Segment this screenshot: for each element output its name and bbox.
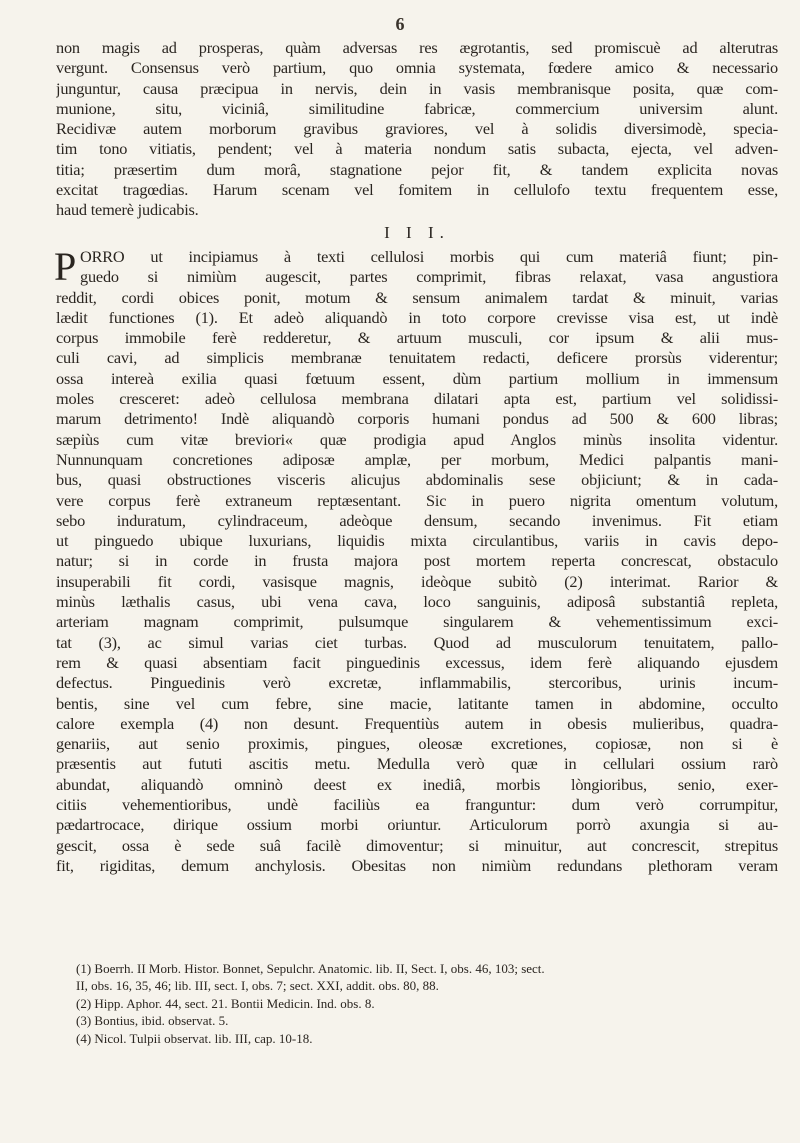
text-line: natur; si in corde in frusta majora post mortem reperta concrescat, obstaculo: [56, 551, 778, 571]
footnotes: [76, 960, 776, 1047]
text-line: excitat tragœdias. Harum scenam vel fomitem in cellulofo textu frequentem esse,: [56, 180, 778, 200]
footnote: (2) Hipp. Aphor. 44, sect. 21. Bontii Medicin. Ind. obs. 8.: [76, 995, 375, 1011]
text-line: abundat, aliquandò omninò deest ex inediâ, morbis lòngioribus, senio, exer-: [56, 774, 778, 794]
text-line: guedo si nimiùm augescit, partes comprimit, fibras relaxat, vasa angustiora: [80, 267, 778, 287]
text-line: culi cavi, ad simplicis membranæ tenuitatem redacti, deficere prorsùs viderentur;: [56, 348, 778, 368]
text-line: junguntur, causa præcipua in nervis, dein in vasis membranisque posita, quæ com-: [56, 78, 778, 98]
text-line: defectus. Pinguedinis verò excretæ, inflammabilis, stercoribus, urinis incum-: [56, 673, 778, 693]
text-line: genariis, aut senio proximis, pingues, oleosæ excretiones, copiosæ, non si è: [56, 734, 778, 754]
text-line: vere corpus ferè extraneum reptæsentant. Sic in puero nigrita omentum volutum,: [56, 490, 778, 510]
text-line: reddit, cordi obices ponit, motum & sensum animalem tardat & minuit, varias: [56, 287, 778, 307]
text-line: fit, rigiditas, demum anchylosis. Obesitas non nimiùm redundans plethoram veram: [56, 855, 778, 875]
text-line: pædartrocace, dirique ossium morbi oriuntur. Articulorum porrò axungia si au-: [56, 815, 778, 835]
footnote: II, obs. 16, 35, 46; lib. III, sect. I, obs. 7; sect. XXI, addit. obs. 80, 88.: [76, 978, 439, 994]
text-line: munione, situ, viciniâ, similitudine fabricæ, commercium universim alunt.: [56, 98, 778, 118]
footnote: (3) Bontius, ibid. observat. 5.: [76, 1013, 229, 1029]
section-paragraph: [54, 243, 778, 876]
text-line: calore exempla (4) non desunt. Frequentiùs autem in obesis mulieribus, quadra-: [56, 713, 778, 733]
text-line: vergunt. Consensus verò partium, quo omnia systemata, fœdere amico & necessario: [56, 58, 778, 78]
text-line: lædit functiones (1). Et adeò aliquandò in toto corpore crevisse visa est, ut indè: [56, 307, 778, 327]
text-line: titia; præsertim dum morâ, stagnatione pejor fit, & tandem explicita novas: [56, 159, 778, 179]
text-line: ut pinguedo ubique luxurians, liquidis mixta circulantibus, variis in cavis depo-: [56, 531, 778, 551]
text-line: præsentis aut fututi ascitis metu. Medulla verò quæ in cellulari ossium rarò: [56, 754, 778, 774]
text-line: insuperabili fit cordi, vasisque magnis, ideòque subitò (2) interimat. Rarior &: [56, 571, 778, 591]
text-line: ORRO ut incipiamus à texti cellulosi morbis qui cum materiâ fiunt; pin-: [80, 246, 778, 266]
section-heading: I I I.: [384, 222, 450, 242]
text-line: sæpiùs cum vitæ breviori« quæ prodigia apud Anglos minùs insolita videntur.: [56, 429, 778, 449]
text-line: Nunnunquam concretiones adiposæ amplæ, per morbum, Medici palpantis mani-: [56, 449, 778, 469]
text-line: arteriam magnam comprimit, pulsumque singularem & vehementissimum exci-: [56, 612, 778, 632]
text-line: marum detrimento! Indè aliquandò corporis humani pondus ad 500 & 600 libras;: [56, 409, 778, 429]
footnote: (1) Boerrh. II Morb. Histor. Bonnet, Sepulchr. Anatomic. lib. II, Sect. I, obs. 46, 103; sect.: [76, 961, 545, 976]
text-line: ossa intereà exilia quasi fœtuum essent, dùm partium mollium in immensum: [56, 368, 778, 388]
page-number: 6: [395, 14, 405, 34]
text-line: citiis vehementioribus, undè faciliùs ea franguntur: dum verò corrumpitur,: [56, 794, 778, 814]
main-text: [56, 38, 778, 876]
text-line: tat (3), ac simul varias ciet turbas. Quod ad musculorum tenuitatem, pallo-: [56, 632, 778, 652]
text-line: bentis, sine vel cum febre, sine macie, latitante tamen in abdomine, occulto: [56, 693, 778, 713]
text-line: tim tono vitiatis, pendent; vel à materia nondum satis subacta, ejecta, vel adven-: [56, 139, 778, 159]
text-line: non magis ad prosperas, quàm adversas res ægrotantis, sed promiscuè ad alterutras: [56, 38, 778, 57]
text-line: gescit, ossa è sede suâ facilè dimoventur; si minuitur, aut concrescit, strepitus: [56, 835, 778, 855]
text-line: rem & quasi absentiam facit pinguedinis excessus, idem ferè aliquando ejusdem: [56, 652, 778, 672]
text-line: bus, quasi obstructiones visceris alicujus abdominalis sese objiciunt; & in cada-: [56, 470, 778, 490]
text-line: Recidivæ autem morborum gravibus graviores, vel à solidis diversimodè, specia-: [56, 119, 778, 139]
drop-cap: P: [54, 243, 77, 289]
footnote: (4) Nicol. Tulpii observat. lib. III, cap. 10-18.: [76, 1030, 313, 1046]
text-line: minùs læthalis casus, ubi vena cava, loco sanguinis, adiposâ substantiâ repleta,: [56, 592, 778, 612]
text-line: sebo induratum, cylindraceum, adeòque densum, secando invenimus. Fit etiam: [56, 510, 778, 530]
text-line: moles cresceret: adeò cellulosa membrana dilatari apta est, partium vel solidissi-: [56, 389, 778, 409]
text-line: haud temerè judicabis.: [56, 200, 199, 220]
text-line: corpus immobile ferè redderetur, & artuum musculi, cor ipsum & alii mus-: [56, 328, 778, 348]
intro-paragraph: [56, 38, 778, 221]
